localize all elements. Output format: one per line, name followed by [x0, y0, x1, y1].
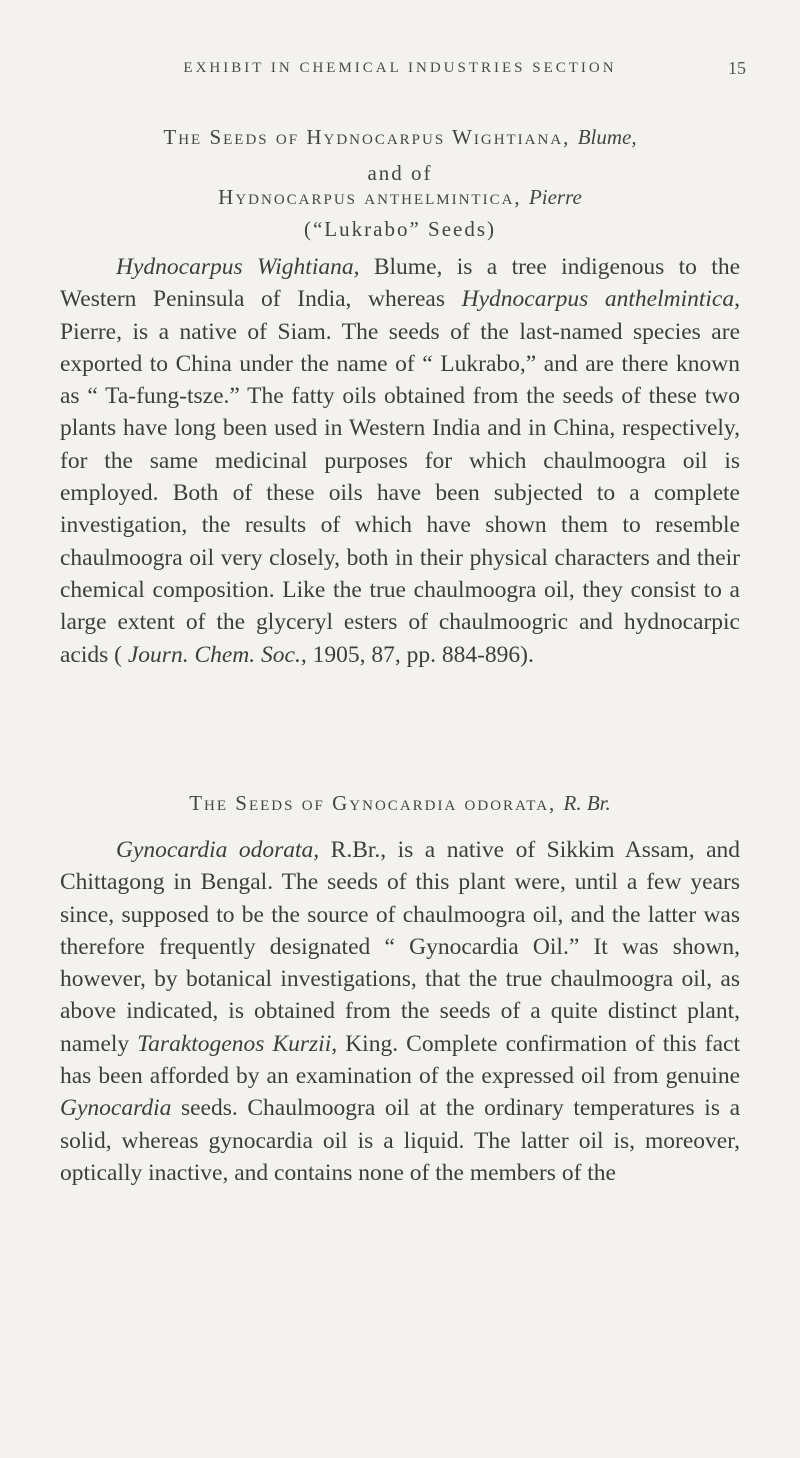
section2-title	[0, 786, 800, 820]
section1-title-line1	[0, 120, 800, 154]
running-title: EXHIBIT IN CHEMICAL INDUSTRIES SECTION	[183, 60, 617, 76]
section1-paragraph	[60, 251, 740, 671]
page-number: 15	[728, 58, 746, 78]
paragraph-text: R.Br., is a native of Sikkim Assam, and Chittagong in Bengal. The seeds of this plant were, until a few years since, supposed to be the source of chaulmoogra oil, and the latter was therefore frequently designated “ Gynocardia Oil.” It was shown, however, by botanical investigations, that the true chaulmoogra oil, as above indicated, is obtained from the seeds of a quite distinct plant, namely	[60, 837, 740, 1057]
species-name: Gynocardia odorata,	[116, 837, 320, 863]
journal-citation: Journ. Chem. Soc.	[127, 641, 301, 668]
section2-paragraph	[60, 834, 740, 1189]
paragraph-text: King. Complete confirmation of this fact has been afforded by an examination of the expressed oil from genuine	[60, 1030, 741, 1090]
species-name: Hydnocarpus Wightiana,	[116, 254, 360, 280]
section1-title-line4: (“Lukrabo” Seeds)	[303, 217, 496, 241]
running-head	[0, 60, 800, 84]
section1-title-main: The Seeds of Hydnocarpus Wightiana,	[163, 125, 571, 149]
paragraph-text: seeds. Chaulmoogra oil at the ordinary temperatures is a solid, whereas gynocardia oil is a liquid. The latter oil is, moreover, optically inactive, and contains none of the members of the	[60, 1095, 740, 1186]
section2-title-main: The Seeds of Gynocardia odorata,	[189, 791, 557, 815]
section1-title-line3	[0, 180, 800, 214]
section1-title-species: Hydnocarpus anthelmintica,	[218, 185, 522, 209]
species-name: Gynocardia	[60, 1095, 172, 1122]
section2-title-author: R. Br.	[563, 791, 611, 815]
paragraph-text: , 1905, 87, pp. 884-896).	[300, 641, 534, 668]
section1-title-line2: and of	[367, 161, 433, 185]
section1-title-author2: Pierre	[528, 185, 582, 209]
species-name: Hydnocarpus anthelmintica,	[461, 286, 740, 313]
species-name: Taraktogenos Kurzii,	[137, 1030, 338, 1057]
paragraph-text: Blume, is a tree indigenous to the Western Peninsula of India, whereas	[60, 254, 740, 313]
paragraph-text: Pierre, is a native of Siam. The seeds of the last-named species are exported to China under the name of “ Lukrabo,” and are there known as “ Ta-fung-tsze.” The fatty oils obtained from the seeds of these two plants have long been used in Western India and in China, respectively, for the same medicinal purposes for which chaulmoogra oil is employed. Both of these oils have been subjected to a complete investigation, the results of which have shown them to resemble chaulmoogra oil very closely, both in their physical characters and their chemical composition. Like the true chaulmoogra oil, they consist to a large extent of the glyceryl esters of chaulmoogric and hydnocarpic acids (	[60, 318, 740, 668]
section1-title-author: Blume,	[577, 125, 637, 149]
